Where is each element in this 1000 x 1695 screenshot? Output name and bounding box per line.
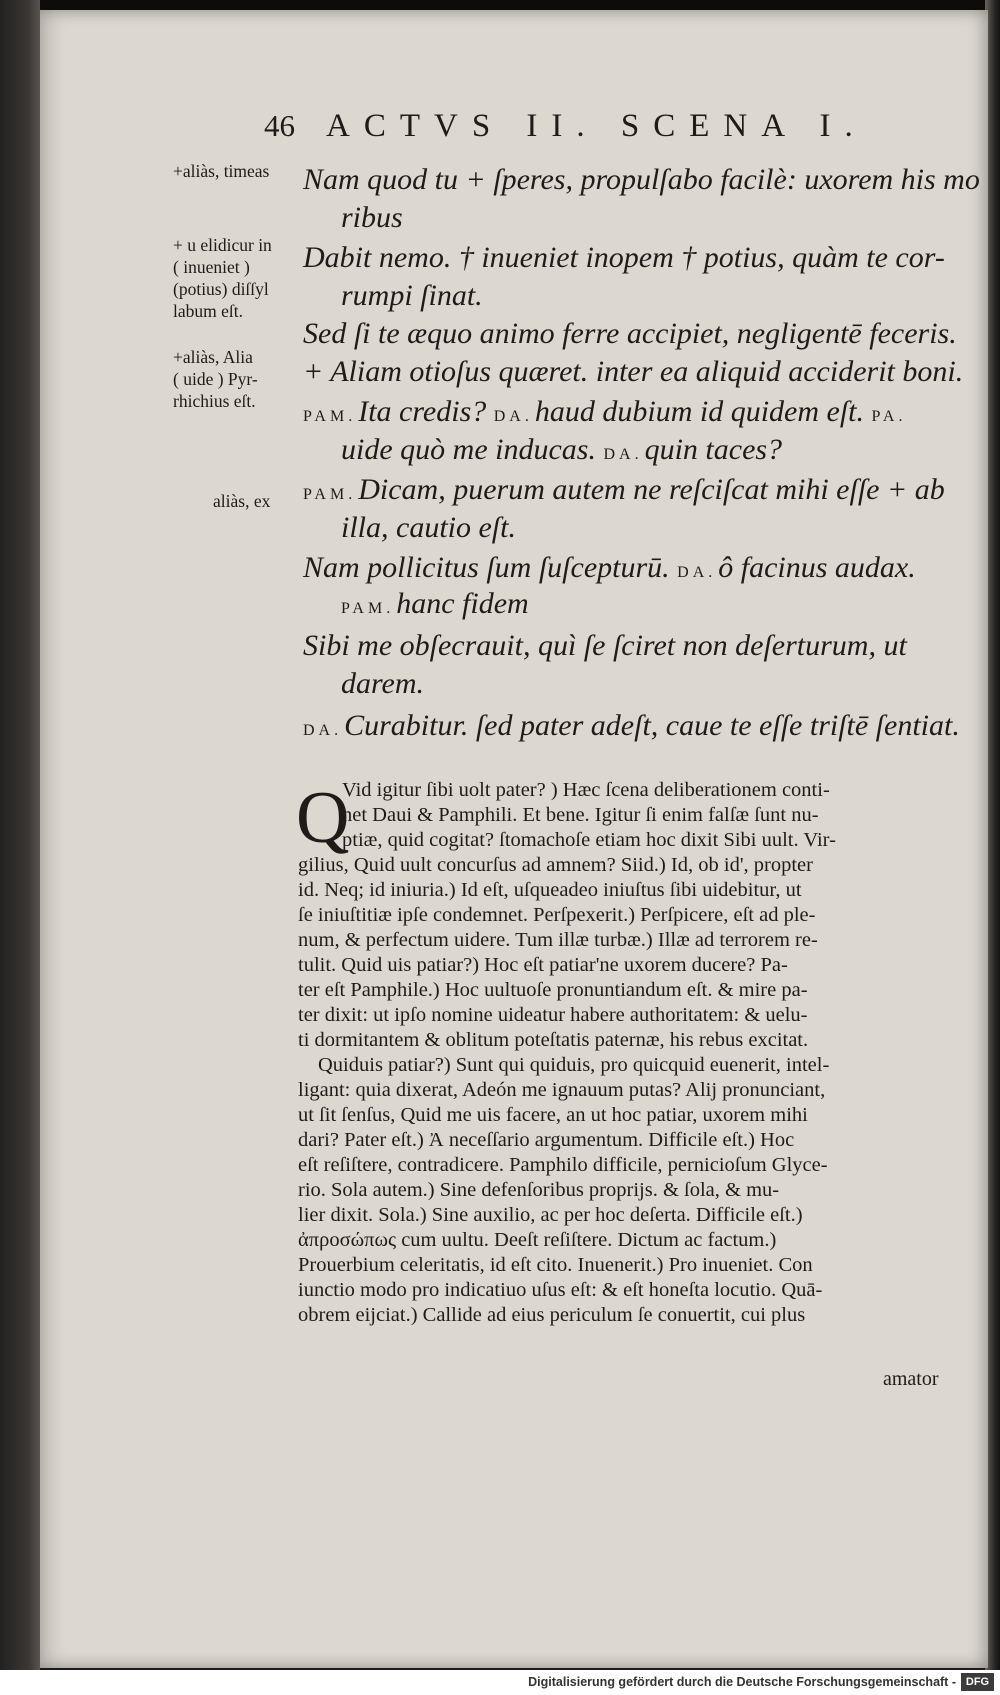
verse-line: darem.: [341, 667, 425, 700]
margin-note-line: rhichius eſt.: [173, 391, 256, 411]
verse-fragment: quin taces?: [644, 433, 783, 466]
verse-line: ribus: [341, 201, 403, 234]
speaker-label: DA.: [303, 722, 343, 739]
verse-fragment: Ita credis?: [358, 395, 494, 428]
commentary-line: rio. Sola autem.) Sine defenſoribus proprijs. & ſola, & mu-: [298, 1179, 780, 1201]
verse-line: + Aliam otioſus quæret. inter ea aliquid acciderit boni.: [303, 355, 964, 388]
commentary-line: gilius, Quid uult concurſus ad amnem? Siid.) Id, ob id', propter: [298, 854, 813, 876]
speaker-label: DA.: [677, 564, 717, 581]
verse-line: Sed ſi te æquo animo ferre accipiet, negligentē feceris.: [303, 317, 957, 350]
commentary-line: net Daui & Pamphili. Et bene. Igitur ſi enim falſæ ſunt nu-: [342, 804, 819, 826]
speaker-label: PAM.: [303, 486, 357, 503]
speaker-label: PAM.: [303, 408, 357, 425]
margin-note-line: aliàs, ex: [213, 491, 271, 511]
verse-fragment: haud dubium id quidem eſt.: [534, 395, 872, 428]
drop-cap: Q: [296, 777, 350, 859]
verse-line: Sibi me obſecrauit, quì ſe ſciret non deſerturum, ut: [303, 629, 907, 662]
margin-note-line: +aliàs, Alia: [173, 347, 253, 367]
dfg-logo: DFG: [961, 1673, 994, 1691]
speaker-label: DA.: [493, 408, 533, 425]
margin-note-line: ( uide ) Pyr-: [173, 369, 258, 389]
book-page: [40, 10, 988, 1668]
verse-fragment: ô facinus audax.: [718, 551, 916, 584]
commentary-line: dari? Pater eſt.) Ἀ neceſſario argumentum. Difficile eſt.) Hoc: [298, 1129, 795, 1151]
verse-line: Nam quod tu + ſperes, propulſabo facilè: uxorem his mo: [303, 163, 980, 196]
verse-line: [341, 584, 529, 624]
commentary-line: ſe iniuſtitiæ ipſe condemnet. Perſpexerit.) Perſpicere, eſt ad ple-: [298, 904, 816, 926]
digitization-footer: [0, 1670, 1000, 1695]
page-number: 46: [264, 108, 295, 143]
commentary-line: Vid igitur ſibi uolt pater? ) Hæc ſcena deliberationem conti-: [342, 779, 830, 801]
verse-line: rumpi ſinat.: [341, 279, 483, 312]
verse-fragment: hanc fidem: [396, 587, 529, 620]
commentary-line: ter eſt Pamphile.) Hoc uultuoſe pronuntiandum eſt. & mire pa-: [298, 979, 808, 1001]
margin-note-line: + u elidicur in: [173, 235, 272, 255]
commentary-line: ut ſit ſenſus, Quid me uis facere, an ut hoc patiar, uxorem mihi: [298, 1104, 808, 1126]
verse-line: [341, 430, 782, 470]
margin-note-line: ( inueniet ): [173, 257, 250, 277]
verse-line: [303, 470, 945, 510]
commentary-line: id. Neq; id iniuria.) Id eſt, uſqueadeo iniuſtus ſibi uidebitur, ut: [298, 879, 802, 901]
commentary-line: ptiæ, quid cogitat? ſtomachoſe etiam hoc dixit Sibi uult. Vir-: [342, 829, 836, 851]
verse-line: illa, cautio eſt.: [341, 511, 516, 544]
commentary-line: Prouerbium celeritatis, id eſt cito. Inuenerit.) Pro inueniet. Con: [298, 1254, 813, 1276]
commentary-line: num, & perfectum uidere. Tum illæ turbæ.) Illæ ad terrorem re-: [298, 929, 818, 951]
verse-fragment: Nam pollicitus ſum ſuſcepturū.: [303, 551, 678, 584]
margin-note-line: +aliàs, timeas: [173, 161, 270, 181]
margin-note: [173, 346, 305, 412]
commentary-line: eſt reſiſtere, contradicere. Pamphilo difficile, pernicioſum Glyce-: [298, 1154, 828, 1176]
commentary-line: lier dixit. Sola.) Sine auxilio, ac per hoc deſerta. Difficile eſt.): [298, 1204, 803, 1226]
verse-fragment: Curabitur. ſed pater adeſt, caue te eſſe triſtē ſentiat.: [344, 709, 960, 742]
verse-line: [303, 706, 960, 746]
running-head: [264, 108, 924, 158]
commentary-line: iunctio modo pro indicatiuo uſus eſt: & eſt honeſta locutio. Quā-: [298, 1279, 823, 1301]
catchword: amator: [883, 1368, 939, 1390]
commentary-line: ti dormitantem & oblitum poteſtatis paternæ, his rebus excitat.: [298, 1029, 809, 1051]
speaker-label: PA.: [871, 408, 907, 425]
margin-note: [173, 160, 305, 182]
commentary-line: tulit. Quid uis patiar?) Hoc eſt patiar'ne uxorem ducere? Pa-: [298, 954, 788, 976]
verse-fragment: Dicam, puerum autem ne reſciſcat mihi eſſe + ab: [358, 473, 945, 506]
book-left-edge: [0, 0, 40, 1670]
verse-line: Dabit nemo. † inueniet inopem † potius, quàm te cor-: [303, 241, 945, 274]
funding-credit: Digitalisierung gefördert durch die Deutsche Forschungsgemeinschaft -: [528, 1675, 956, 1689]
margin-note-line: (potius) diſſyl: [173, 279, 269, 299]
commentary-text: [298, 778, 938, 1328]
commentary-line: ter dixit: ut ipſo nomine uideatur habere authoritatem: & uelu-: [298, 1004, 808, 1026]
commentary-line: obrem eijciat.) Callide ad eius periculum ſe conuertit, cui plus: [298, 1304, 806, 1326]
act-scene-title: ACTVS II. SCENA I.: [326, 108, 867, 144]
verse-line: [303, 392, 908, 432]
margin-note-line: labum eſt.: [173, 301, 243, 321]
commentary-line: Quiduis patiar?) Sunt qui quiduis, pro quicquid euenerit, intel-: [318, 1054, 830, 1076]
speaker-label: DA.: [603, 446, 643, 463]
verse-line: [303, 548, 916, 588]
commentary-line: ligant: quia dixerat, Adeón me ignauum putas? Alij pronunciant,: [298, 1079, 826, 1101]
commentary-line: ἀπροσώπως cum uultu. Deeſt reſiſtere. Dictum ac factum.): [298, 1229, 777, 1251]
speaker-label: PAM.: [341, 600, 395, 617]
margin-note: [173, 234, 305, 322]
verse-fragment: uide quò me inducas.: [341, 433, 604, 466]
